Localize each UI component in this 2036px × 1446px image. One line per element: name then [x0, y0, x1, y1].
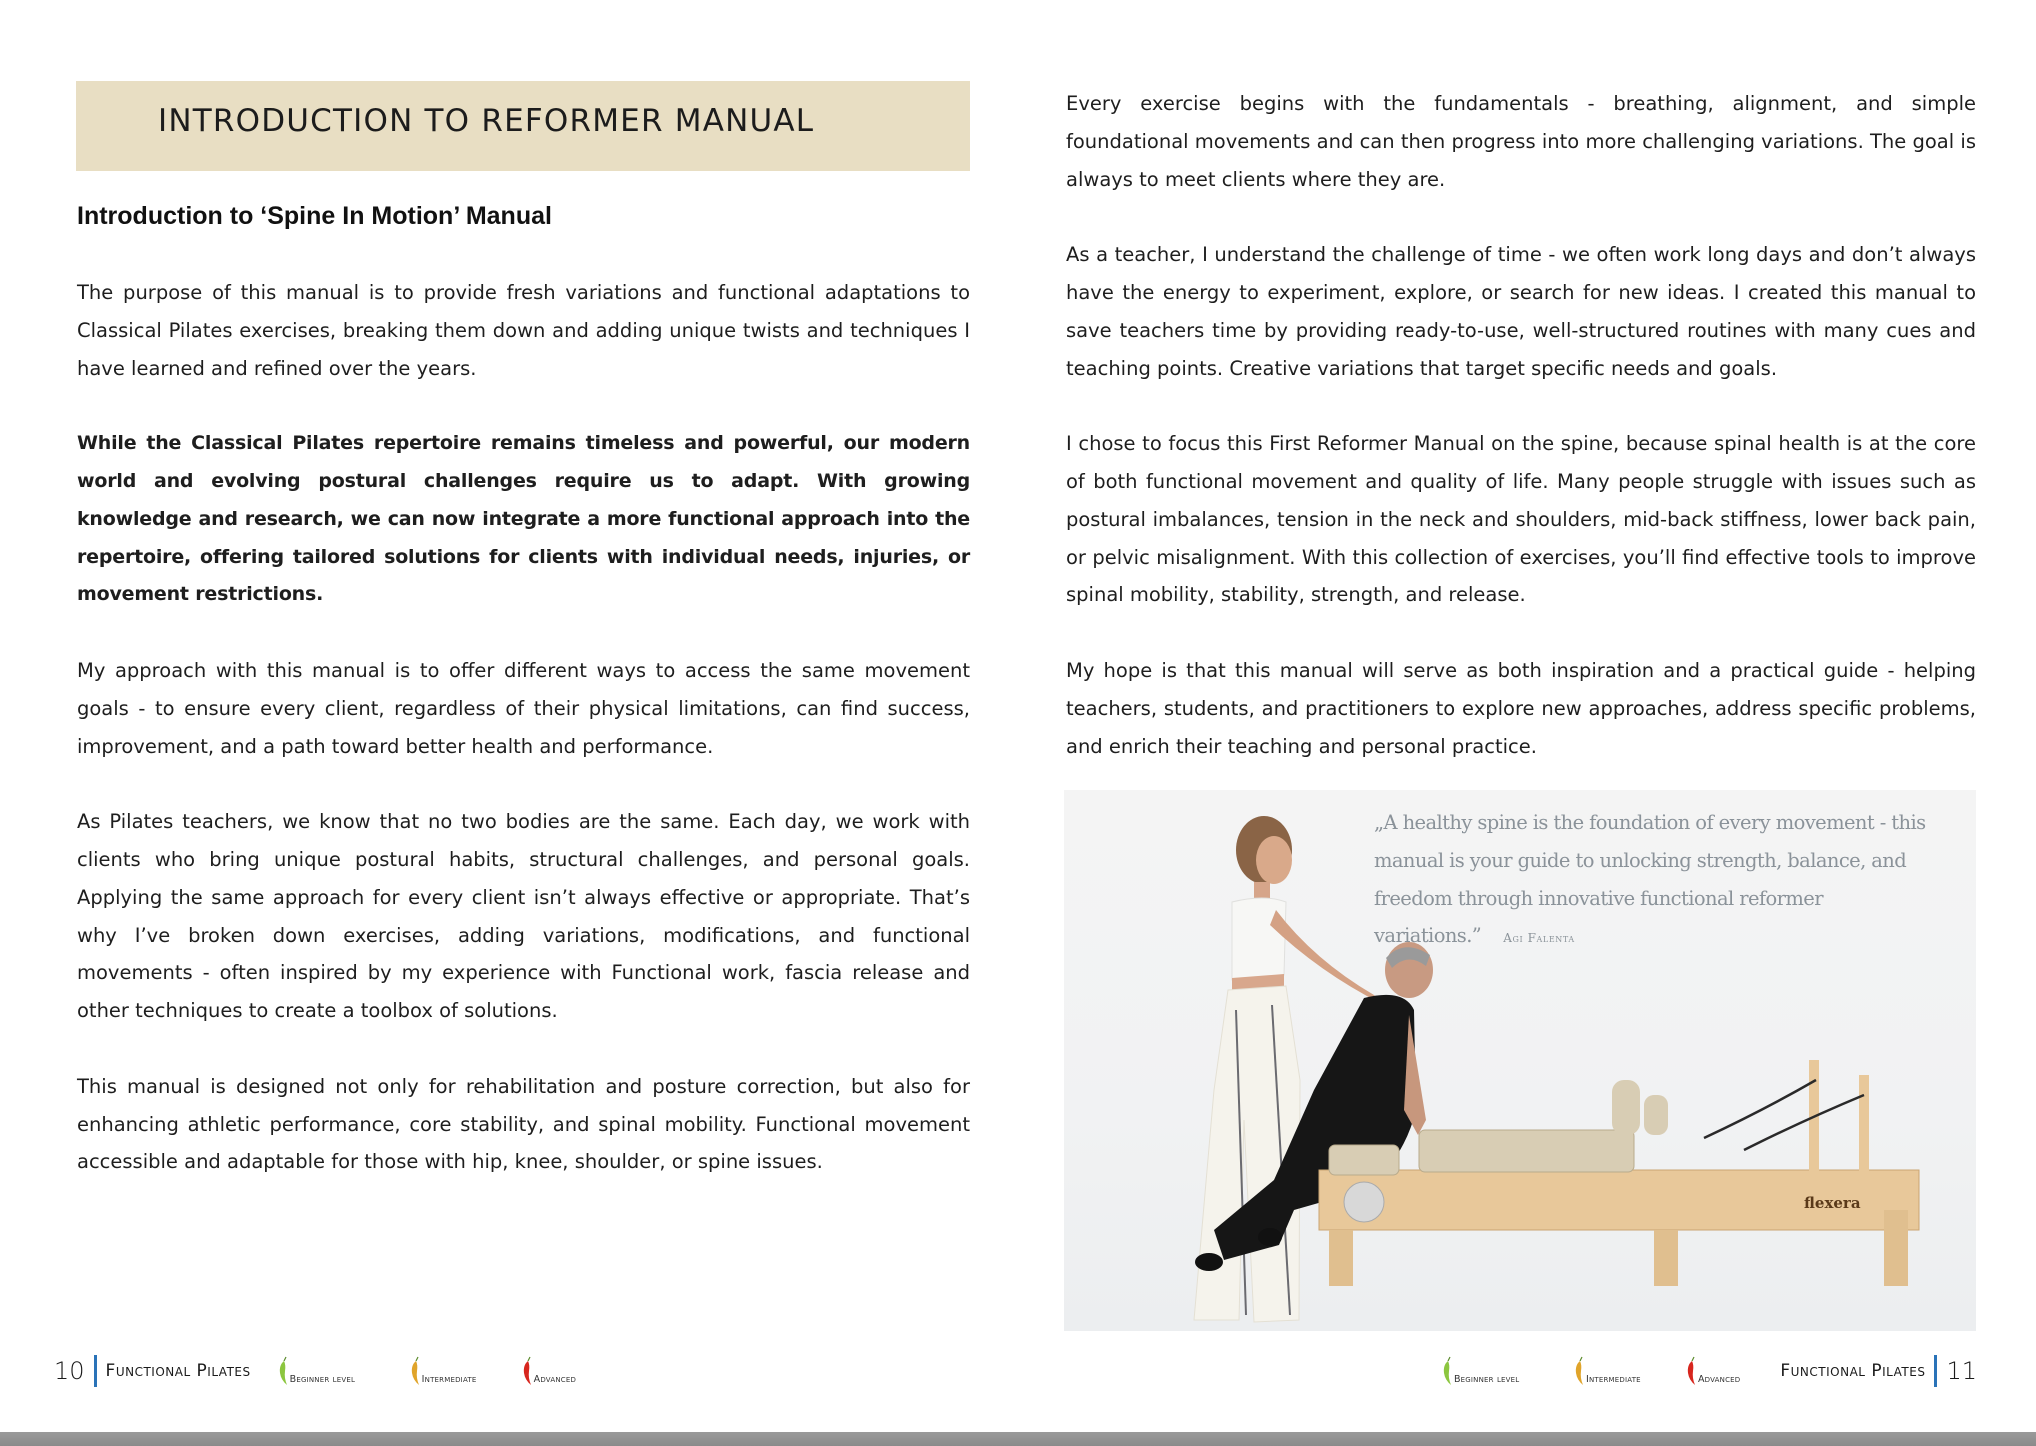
viewer-bottom-bar: [0, 1432, 2036, 1446]
pull-quote: [1374, 804, 1974, 958]
paragraph: My approach with this manual is to offer different ways to access the same movement goals - to ensure every client, regardless of their physical limitations, can find success, improvement, and a path toward better health and performance.: [77, 658, 970, 758]
page-number: 11: [1946, 1357, 1977, 1385]
chili-pepper-icon: [1573, 1356, 1585, 1386]
right-column-text: [1066, 85, 1976, 803]
level-label: Intermediate: [421, 1374, 477, 1385]
reformer-photo: [1064, 790, 1976, 1331]
level-legend: [277, 1356, 576, 1386]
paragraph: As a teacher, I understand the challenge of time - we often work long days and don’t always have the energy to experiment, explore, or search for new ideas. I created this manual to save teachers time by providing ready-to-use, well-structured routines with many cues and teaching points. Creative variations that target specific needs and goals.: [1066, 243, 1976, 380]
level-label: Advanced: [533, 1374, 577, 1385]
level-label: Advanced: [1697, 1374, 1741, 1385]
footer-right: [1441, 1353, 1977, 1389]
paragraph-bold: While the Classical Pilates repertoire remains timeless and powerful, our modern world and evolving postural challenges require us to adapt. With growing knowledge and research, we can now integrate a more functional approach into the repertoire, offering tailored solutions for clients with individual needs, injuries, or movement restrictions.: [77, 432, 970, 606]
left-column-text: [77, 274, 970, 1219]
section-title-box: [76, 81, 970, 171]
quote-author: Agi Falenta: [1503, 931, 1575, 946]
level-label: Intermediate: [1585, 1374, 1641, 1385]
footer-brand: Functional Pilates: [105, 1361, 251, 1381]
footer-divider: [94, 1355, 97, 1387]
page-heading: Introduction to ‘Spine In Motion’ Manual: [77, 202, 552, 230]
chili-pepper-icon: [277, 1356, 289, 1386]
level-intermediate: [1573, 1356, 1685, 1386]
page-number: 10: [54, 1357, 85, 1385]
level-label: Beginner level: [1453, 1374, 1520, 1385]
paragraph: I chose to focus this First Reformer Manual on the spine, because spinal health is at the core of both functional movement and quality of life. Many people struggle with issues such as postural imbalances, tension in the neck and shoulders, mid-back stiffness, lower back pain, or pelvic misalignment. With this collection of exercises, you’ll find effective tools to improve spinal mobility, stability, strength, and release.: [1066, 432, 1976, 607]
paragraph: Every exercise begins with the fundamentals - breathing, alignment, and simple foundational movements and can then progress into more challenging variations. The goal is always to meet clients where they are.: [1066, 92, 1976, 191]
reformer-brand-label: flexera: [1804, 1194, 1861, 1212]
paragraph: My hope is that this manual will serve as both inspiration and a practical guide - helping teachers, students, and practitioners to explore new approaches, address specific problems, and enrich their teaching and personal practice.: [1066, 658, 1976, 758]
level-label: Beginner level: [289, 1374, 356, 1385]
level-legend: [1441, 1356, 1740, 1386]
chili-pepper-icon: [409, 1356, 421, 1386]
level-advanced: [1685, 1356, 1740, 1386]
footer-brand: Functional Pilates: [1780, 1361, 1926, 1381]
chili-pepper-icon: [1685, 1356, 1697, 1386]
level-intermediate: [409, 1356, 521, 1386]
paragraph: The purpose of this manual is to provide fresh variations and functional adaptations to Classical Pilates exercises, breaking them down and adding unique twists and techniques I have learned and refined over the years.: [77, 281, 970, 380]
section-title: INTRODUCTION TO REFORMER MANUAL: [158, 103, 815, 139]
chili-pepper-icon: [521, 1356, 533, 1386]
quote-text: „A healthy spine is the foundation of every movement - this manual is your guide to unlocking strength, balance, and freedom through innovative functional reformer variations.”: [1374, 811, 1926, 948]
level-beginner: [1441, 1356, 1573, 1386]
level-beginner: [277, 1356, 409, 1386]
paragraph: As Pilates teachers, we know that no two bodies are the same. Each day, we work with clients who bring unique postural habits, structural challenges, and personal goals. Applying the same approach for every client isn’t always effective or appropriate. That’s why I’ve broken down exercises, adding variations, modifications, and functional movements - often inspired by my experience with Functional work, fascia release and other techniques to create a toolbox of solutions.: [77, 810, 970, 1023]
footer-left: [54, 1353, 576, 1389]
footer-divider: [1934, 1355, 1937, 1387]
paragraph: This manual is designed not only for rehabilitation and posture correction, but also for enhancing athletic performance, core stability, and spinal mobility. Functional movement accessible and adaptable for those with hip, knee, shoulder, or spine issues.: [77, 1074, 970, 1174]
level-advanced: [521, 1356, 576, 1386]
chili-pepper-icon: [1441, 1356, 1453, 1386]
